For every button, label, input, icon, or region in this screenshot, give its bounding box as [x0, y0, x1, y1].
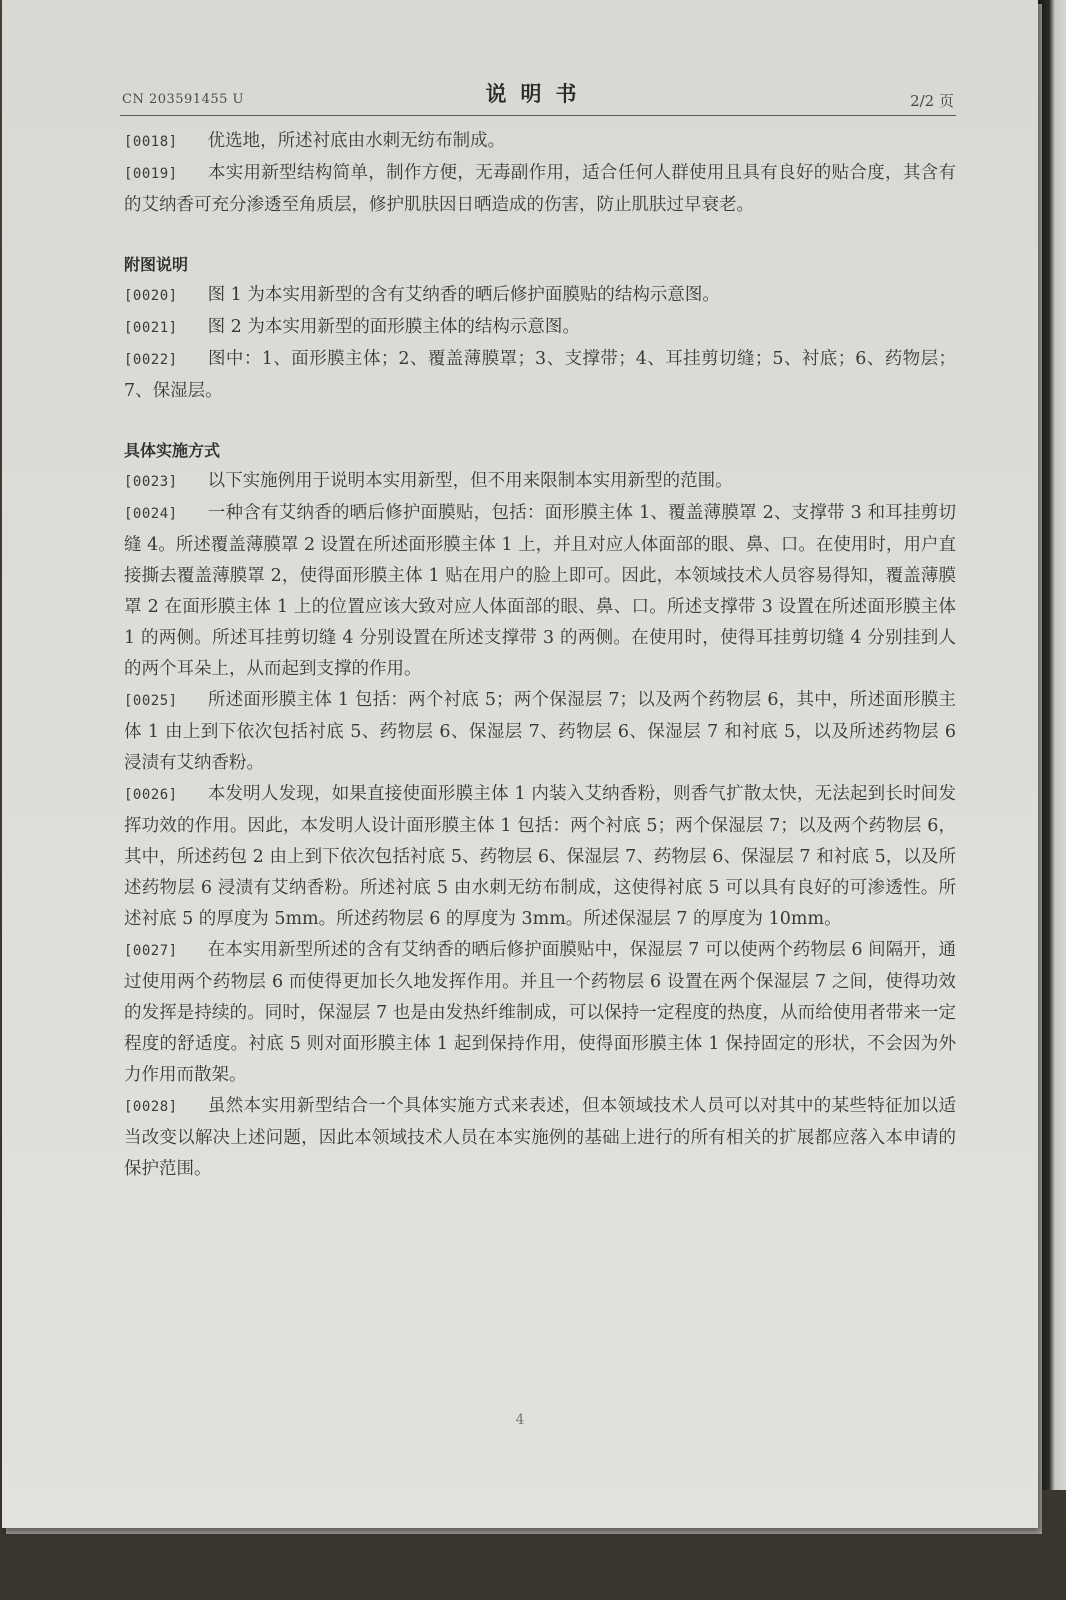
paragraph-number: [0021]: [124, 320, 178, 336]
paragraph-text: 优选地，所述衬底由水刺无纺布制成。: [207, 131, 506, 151]
paragraph-text: 图 2 为本实用新型的面形膜主体的结构示意图。: [207, 317, 580, 337]
document-body: [124, 126, 956, 1185]
paragraph-number: [0020]: [124, 288, 178, 304]
paragraph-text: 所述面形膜主体 1 包括：两个衬底 5；两个保湿层 7；以及两个药物层 6，其中，所述面形膜主体 1 由上到下依次包括衬底 5、药物层 6、保湿层 7、药物层 6、保湿层 7 和衬底 5，以及所述药物层 6 浸渍有艾纳香粉。: [124, 690, 956, 773]
paragraph-number: [0022]: [124, 352, 178, 368]
paragraph: [124, 158, 956, 221]
paragraph-text: 在本实用新型所述的含有艾纳香的晒后修护面膜贴中，保湿层 7 可以使两个药物层 6 间隔开，通过使用两个药物层 6 而使得更加长久地发挥作用。并且一个药物层 6 设置在两个保湿层 7 之间，使得功效的发挥是持续的。同时，保湿层 7 也是由发热纤维制成，可以保持一定程度的热度，从而给使用者带来一定程度的舒适度。衬底 5 则对面形膜主体 1 起到保持作用，使得面形膜主体 1 保持固定的形状，不会因为外力作用而散架。: [124, 940, 956, 1085]
paragraph: [124, 935, 956, 1091]
spacer: [124, 221, 956, 249]
paragraph: [124, 1091, 956, 1185]
paragraph-text: 一种含有艾纳香的晒后修护面膜贴，包括：面形膜主体 1、覆盖薄膜罩 2、支撑带 3 和耳挂剪切缝 4。所述覆盖薄膜罩 2 设置在所述面形膜主体 1 上，并且对应人体面部的眼、鼻、口。在使用时，用户直接撕去覆盖薄膜罩 2，使得面形膜主体 1 贴在用户的脸上即可。因此，本领域技术人员容易得知，覆盖薄膜罩 2 在面形膜主体 1 上的位置应该大致对应人体面部的眼、鼻、口。所述支撑带 3 设置在所述面形膜主体 1 的两侧。所述耳挂剪切缝 4 分别设置在所述支撑带 3 的两侧。在使用时，使得耳挂剪切缝 4 分别挂到人的两个耳朵上，从而起到支撑的作用。: [124, 503, 956, 679]
paragraph-number: [0026]: [124, 787, 178, 803]
paragraph-number: [0028]: [124, 1099, 178, 1115]
paragraph-text: 图中：1、面形膜主体；2、覆盖薄膜罩；3、支撑带；4、耳挂剪切缝；5、衬底；6、药物层；7、保湿层。: [124, 349, 956, 401]
paragraph: [124, 344, 956, 407]
paragraph-text: 以下实施例用于说明本实用新型，但不用来限制本实用新型的范围。: [207, 471, 733, 491]
paragraph-text: 虽然本实用新型结合一个具体实施方式来表述，但本领域技术人员可以对其中的某些特征加以适当改变以解决上述问题，因此本领域技术人员在本实施例的基础上进行的所有相关的扩展都应落入本申请的保护范围。: [124, 1096, 956, 1179]
page-number: 4: [515, 1412, 525, 1428]
header-divider: [120, 115, 956, 116]
paragraph: [124, 466, 956, 498]
spacer: [124, 407, 956, 435]
paragraph-text: 本实用新型结构简单，制作方便，无毒副作用，适合任何人群使用且具有良好的贴合度，其含有的艾纳香可充分渗透至角质层，修护肌肤因日晒造成的伤害，防止肌肤过早衰老。: [124, 163, 956, 215]
paragraph: [124, 126, 956, 158]
paragraph-text: 本发明人发现，如果直接使面形膜主体 1 内装入艾纳香粉，则香气扩散太快，无法起到长时间发挥功效的作用。因此，本发明人设计面形膜主体 1 包括：两个衬底 5；两个保湿层 7；以及两个药物层 6，其中，所述药包 2 由上到下依次包括衬底 5、药物层 6、保湿层 7、药物层 6、保湿层 7 和衬底 5，以及所述药物层 6 浸渍有艾纳香粉。所述衬底 5 由水刺无纺布制成，这使得衬底 5 可以具有良好的可渗透性。所述衬底 5 的厚度为 5mm。所述药物层 6 的厚度为 3mm。所述保湿层 7 的厚度为 10mm。: [124, 784, 956, 929]
paragraph-number: [0023]: [124, 474, 178, 490]
paragraph: [124, 685, 956, 779]
paragraph: [124, 280, 956, 312]
page-header: [122, 78, 954, 112]
page-title: 说明书: [485, 82, 591, 106]
paragraph-number: [0024]: [124, 506, 178, 522]
document-number: CN 203591455 U: [122, 92, 244, 107]
paragraph-text: 图 1 为本实用新型的含有艾纳香的晒后修护面膜贴的结构示意图。: [207, 285, 720, 305]
paragraph: [124, 312, 956, 344]
paragraph-number: [0027]: [124, 943, 178, 959]
section-heading-figures: 附图说明: [124, 255, 189, 274]
book-edge: [1038, 0, 1066, 1490]
section-heading-embodiment: 具体实施方式: [124, 441, 221, 460]
paragraph-number: [0018]: [124, 134, 178, 150]
page-info: 2/2 页: [910, 92, 954, 110]
paragraph: [124, 498, 956, 685]
document-page: [2, 0, 1038, 1528]
paragraph-number: [0025]: [124, 693, 178, 709]
paragraph-number: [0019]: [124, 166, 178, 182]
paragraph: [124, 779, 956, 935]
